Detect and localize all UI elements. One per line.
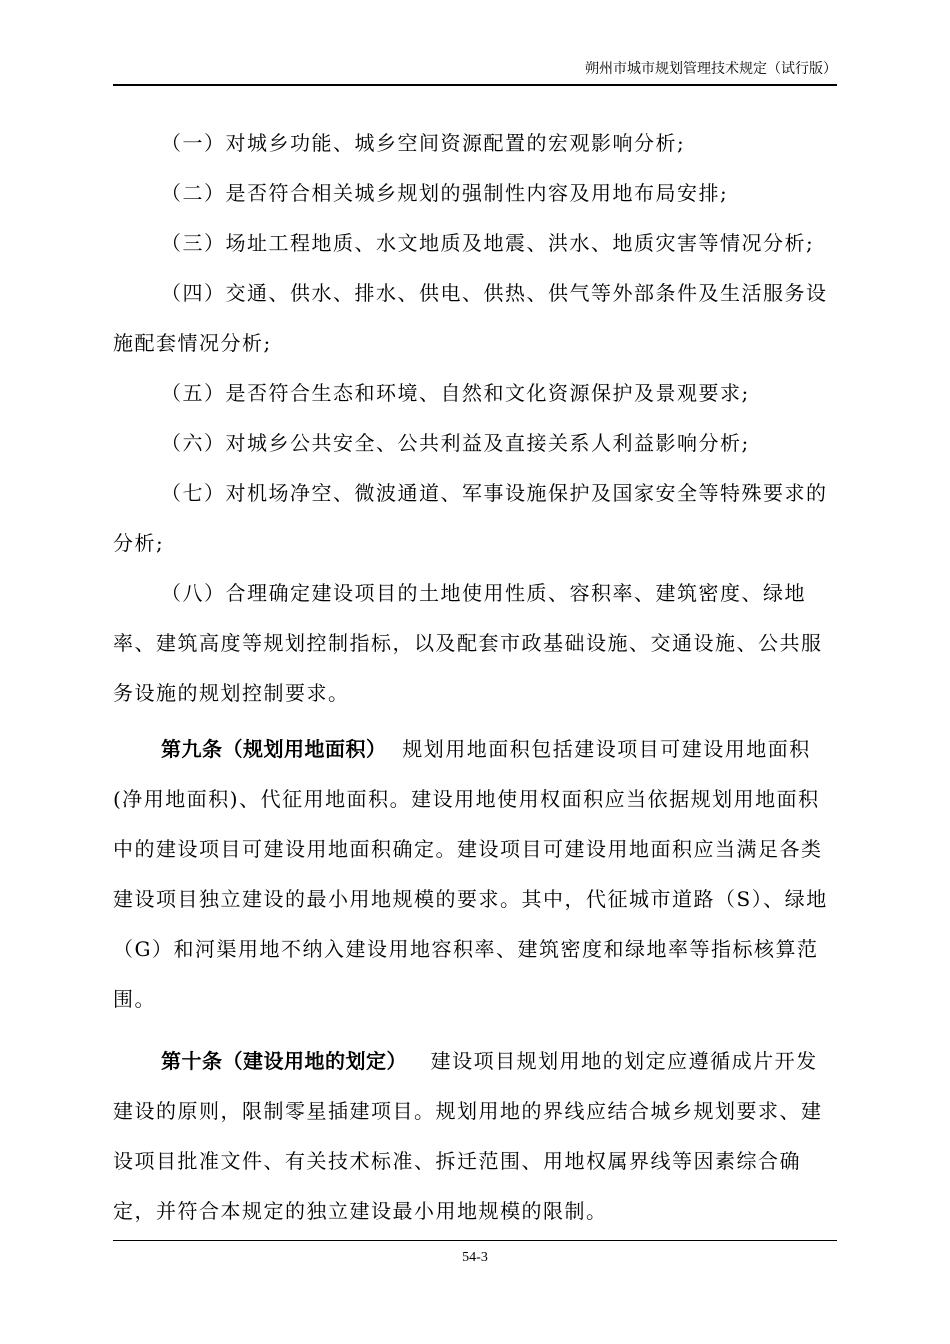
header-rule [113, 84, 837, 86]
page-body [113, 118, 837, 1236]
list-item-1: （一）对城乡功能、城乡空间资源配置的宏观影响分析; [161, 131, 686, 155]
list-item-8: （八）合理确定建设项目的土地使用性质、容积率、建筑密度、绿地率、建筑高度等规划控制指标，以及配套市政基础设施、交通设施、公共服务设施的规划控制要求。 [113, 581, 823, 705]
page-number: 54-3 [462, 1250, 488, 1265]
article-9-text: 规划用地面积包括建设项目可建设用地面积(净用地面积)、代征用地面积。建设用地使用权面积应当依据规划用地面积中的建设项目可建设用地面积确定。建设项目可建设用地面积应当满足各类建设项目独立建设的最小用地规模的要求。其中，代征城市道路（S）、绿地（G）和河渠用地不纳入建设用地容积率、建筑密度和绿地率等指标核算范围。 [113, 737, 828, 1011]
list-item-2: （二）是否符合相关城乡规划的强制性内容及用地布局安排; [161, 181, 729, 205]
list-item-6: （六）对城乡公共安全、公共利益及直接关系人利益影响分析; [161, 431, 750, 455]
list-item-7: （七）对机场净空、微波通道、军事设施保护及国家安全等特殊要求的分析; [113, 481, 828, 555]
list-item-4: （四）交通、供水、排水、供电、供热、供气等外部条件及生活服务设施配套情况分析; [113, 281, 828, 355]
article-9 [113, 724, 837, 1024]
article-10-text: 建设项目规划用地的划定应遵循成片开发建设的原则，限制零星插建项目。规划用地的界线应结合城乡规划要求、建设项目批准文件、有关技术标准、拆迁范围、用地权属界线等因素综合确定，并符合本规定的独立建设最小用地规模的限制。 [113, 1049, 823, 1223]
article-10 [113, 1036, 837, 1236]
running-header: 朔州市城市规划管理技术规定（试行版） [585, 61, 837, 77]
article-9-title: 第九条（规划用地面积） [161, 737, 387, 761]
list-item-3: （三）场址工程地质、水文地质及地震、洪水、地质灾害等情况分析; [161, 231, 815, 255]
footer-rule [113, 1240, 837, 1241]
list-item-5: （五）是否符合生态和环境、自然和文化资源保护及景观要求; [161, 381, 750, 405]
article-10-title: 第十条（建设用地的划定） [161, 1049, 407, 1073]
